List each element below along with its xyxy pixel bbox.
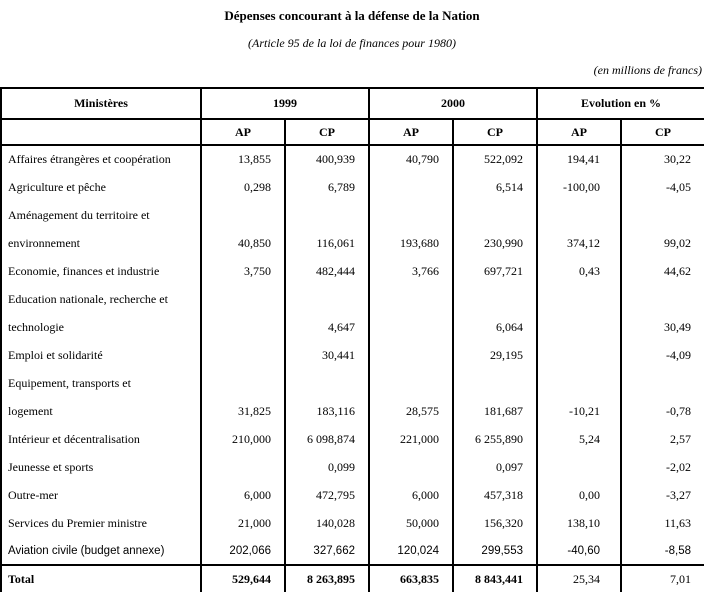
ministry-name: Outre-mer bbox=[1, 481, 201, 509]
value-cell: 472,795 bbox=[285, 481, 369, 509]
value-cell: -4,09 bbox=[621, 341, 704, 369]
ministry-name: logement bbox=[1, 397, 201, 425]
value-cell: 183,116 bbox=[285, 397, 369, 425]
value-cell: 29,195 bbox=[453, 341, 537, 369]
table-row bbox=[1, 145, 704, 173]
value-cell: 3,766 bbox=[369, 257, 453, 285]
table-row bbox=[1, 453, 704, 481]
value-cell bbox=[369, 173, 453, 201]
value-cell: -0,78 bbox=[621, 397, 704, 425]
document-subtitle: (Article 95 de la loi de finances pour 1980) bbox=[248, 36, 456, 50]
table-header-row-sub bbox=[1, 119, 704, 145]
ministry-name: Aviation civile (budget annexe) bbox=[1, 537, 201, 565]
ministry-name: Emploi et solidarité bbox=[1, 341, 201, 369]
value-cell: 99,02 bbox=[621, 229, 704, 257]
value-cell: 6,514 bbox=[453, 173, 537, 201]
value-cell: 230,990 bbox=[453, 229, 537, 257]
value-cell bbox=[369, 369, 453, 397]
value-cell: 697,721 bbox=[453, 257, 537, 285]
value-cell bbox=[369, 313, 453, 341]
ministry-name: Economie, finances et industrie bbox=[1, 257, 201, 285]
value-cell: 299,553 bbox=[453, 537, 537, 565]
value-cell bbox=[537, 369, 621, 397]
value-cell: 202,066 bbox=[201, 537, 285, 565]
value-cell bbox=[369, 341, 453, 369]
table-row bbox=[1, 397, 704, 425]
value-cell: 457,318 bbox=[453, 481, 537, 509]
value-cell: -10,21 bbox=[537, 397, 621, 425]
value-cell: -100,00 bbox=[537, 173, 621, 201]
value-cell: 0,097 bbox=[453, 453, 537, 481]
table-row bbox=[1, 201, 704, 229]
value-cell bbox=[537, 201, 621, 229]
units-note: (en millions de francs) bbox=[593, 63, 702, 77]
value-cell: 4,647 bbox=[285, 313, 369, 341]
value-cell bbox=[201, 285, 285, 313]
table-row bbox=[1, 481, 704, 509]
value-cell bbox=[201, 341, 285, 369]
subheader-evolution-ap: AP bbox=[537, 119, 621, 145]
value-cell: 50,000 bbox=[369, 509, 453, 537]
ministry-name: Agriculture et pêche bbox=[1, 173, 201, 201]
table-row bbox=[1, 369, 704, 397]
value-cell: 0,43 bbox=[537, 257, 621, 285]
value-cell bbox=[201, 369, 285, 397]
value-cell bbox=[453, 285, 537, 313]
column-header-evolution: Evolution en % bbox=[537, 88, 704, 119]
value-cell: 482,444 bbox=[285, 257, 369, 285]
table-row bbox=[1, 537, 704, 565]
document-title: Dépenses concourant à la défense de la Nation bbox=[224, 8, 480, 23]
value-cell bbox=[453, 201, 537, 229]
subheader-2000-ap: AP bbox=[369, 119, 453, 145]
value-cell bbox=[537, 313, 621, 341]
value-cell bbox=[201, 201, 285, 229]
value-cell: 120,024 bbox=[369, 537, 453, 565]
ministry-name: Intérieur et décentralisation bbox=[1, 425, 201, 453]
value-cell: 31,825 bbox=[201, 397, 285, 425]
value-cell: 7,01 bbox=[621, 565, 704, 592]
value-cell: 156,320 bbox=[453, 509, 537, 537]
value-cell: 522,092 bbox=[453, 145, 537, 173]
value-cell: 140,028 bbox=[285, 509, 369, 537]
value-cell bbox=[453, 369, 537, 397]
column-header-ministeres: Ministères bbox=[1, 88, 201, 119]
value-cell: 5,24 bbox=[537, 425, 621, 453]
value-cell: 2,57 bbox=[621, 425, 704, 453]
value-cell: -40,60 bbox=[537, 537, 621, 565]
value-cell: 529,644 bbox=[201, 565, 285, 592]
value-cell bbox=[369, 453, 453, 481]
value-cell: 0,00 bbox=[537, 481, 621, 509]
table-row bbox=[1, 509, 704, 537]
value-cell bbox=[285, 285, 369, 313]
value-cell: 44,62 bbox=[621, 257, 704, 285]
value-cell: -4,05 bbox=[621, 173, 704, 201]
table-row bbox=[1, 173, 704, 201]
value-cell bbox=[285, 369, 369, 397]
value-cell bbox=[537, 341, 621, 369]
table-header-row-groups bbox=[1, 88, 704, 119]
subheader-1999-ap: AP bbox=[201, 119, 285, 145]
value-cell bbox=[285, 201, 369, 229]
ministry-name: technologie bbox=[1, 313, 201, 341]
value-cell: 21,000 bbox=[201, 509, 285, 537]
budget-table bbox=[0, 87, 704, 592]
value-cell bbox=[201, 313, 285, 341]
value-cell: 25,34 bbox=[537, 565, 621, 592]
value-cell: 13,855 bbox=[201, 145, 285, 173]
value-cell: 6,000 bbox=[201, 481, 285, 509]
value-cell: 30,441 bbox=[285, 341, 369, 369]
value-cell bbox=[621, 285, 704, 313]
value-cell: 40,790 bbox=[369, 145, 453, 173]
table-body bbox=[1, 145, 704, 592]
value-cell: 116,061 bbox=[285, 229, 369, 257]
value-cell: 6,000 bbox=[369, 481, 453, 509]
total-label: Total bbox=[1, 565, 201, 592]
column-header-1999: 1999 bbox=[201, 88, 369, 119]
value-cell: 0,099 bbox=[285, 453, 369, 481]
value-cell: 6,064 bbox=[453, 313, 537, 341]
ministry-name: Services du Premier ministre bbox=[1, 509, 201, 537]
ministry-name: Equipement, transports et bbox=[1, 369, 201, 397]
table-row-total bbox=[1, 565, 704, 592]
value-cell: -2,02 bbox=[621, 453, 704, 481]
ministry-name: environnement bbox=[1, 229, 201, 257]
value-cell: 11,63 bbox=[621, 509, 704, 537]
value-cell: -8,58 bbox=[621, 537, 704, 565]
value-cell: 30,49 bbox=[621, 313, 704, 341]
ministry-name: Jeunesse et sports bbox=[1, 453, 201, 481]
value-cell: -3,27 bbox=[621, 481, 704, 509]
value-cell: 374,12 bbox=[537, 229, 621, 257]
table-row bbox=[1, 341, 704, 369]
subheader-1999-cp: CP bbox=[285, 119, 369, 145]
value-cell: 6 098,874 bbox=[285, 425, 369, 453]
value-cell: 210,000 bbox=[201, 425, 285, 453]
subheader-2000-cp: CP bbox=[453, 119, 537, 145]
value-cell bbox=[621, 369, 704, 397]
table-row bbox=[1, 313, 704, 341]
value-cell: 400,939 bbox=[285, 145, 369, 173]
value-cell bbox=[537, 453, 621, 481]
ministry-name: Education nationale, recherche et bbox=[1, 285, 201, 313]
value-cell: 6 255,890 bbox=[453, 425, 537, 453]
value-cell: 8 843,441 bbox=[453, 565, 537, 592]
ministry-name: Aménagement du territoire et bbox=[1, 201, 201, 229]
column-header-empty bbox=[1, 119, 201, 145]
value-cell: 193,680 bbox=[369, 229, 453, 257]
value-cell: 30,22 bbox=[621, 145, 704, 173]
value-cell bbox=[537, 285, 621, 313]
value-cell: 3,750 bbox=[201, 257, 285, 285]
value-cell: 221,000 bbox=[369, 425, 453, 453]
ministry-name: Affaires étrangères et coopération bbox=[1, 145, 201, 173]
value-cell bbox=[201, 453, 285, 481]
value-cell bbox=[621, 201, 704, 229]
value-cell: 0,298 bbox=[201, 173, 285, 201]
value-cell: 181,687 bbox=[453, 397, 537, 425]
value-cell: 194,41 bbox=[537, 145, 621, 173]
table-row bbox=[1, 257, 704, 285]
value-cell: 327,662 bbox=[285, 537, 369, 565]
table-row bbox=[1, 425, 704, 453]
table-row bbox=[1, 285, 704, 313]
value-cell: 40,850 bbox=[201, 229, 285, 257]
value-cell: 28,575 bbox=[369, 397, 453, 425]
subheader-evolution-cp: CP bbox=[621, 119, 704, 145]
value-cell: 138,10 bbox=[537, 509, 621, 537]
value-cell bbox=[369, 285, 453, 313]
table-row bbox=[1, 229, 704, 257]
value-cell: 6,789 bbox=[285, 173, 369, 201]
value-cell: 8 263,895 bbox=[285, 565, 369, 592]
column-header-2000: 2000 bbox=[369, 88, 537, 119]
value-cell: 663,835 bbox=[369, 565, 453, 592]
value-cell bbox=[369, 201, 453, 229]
